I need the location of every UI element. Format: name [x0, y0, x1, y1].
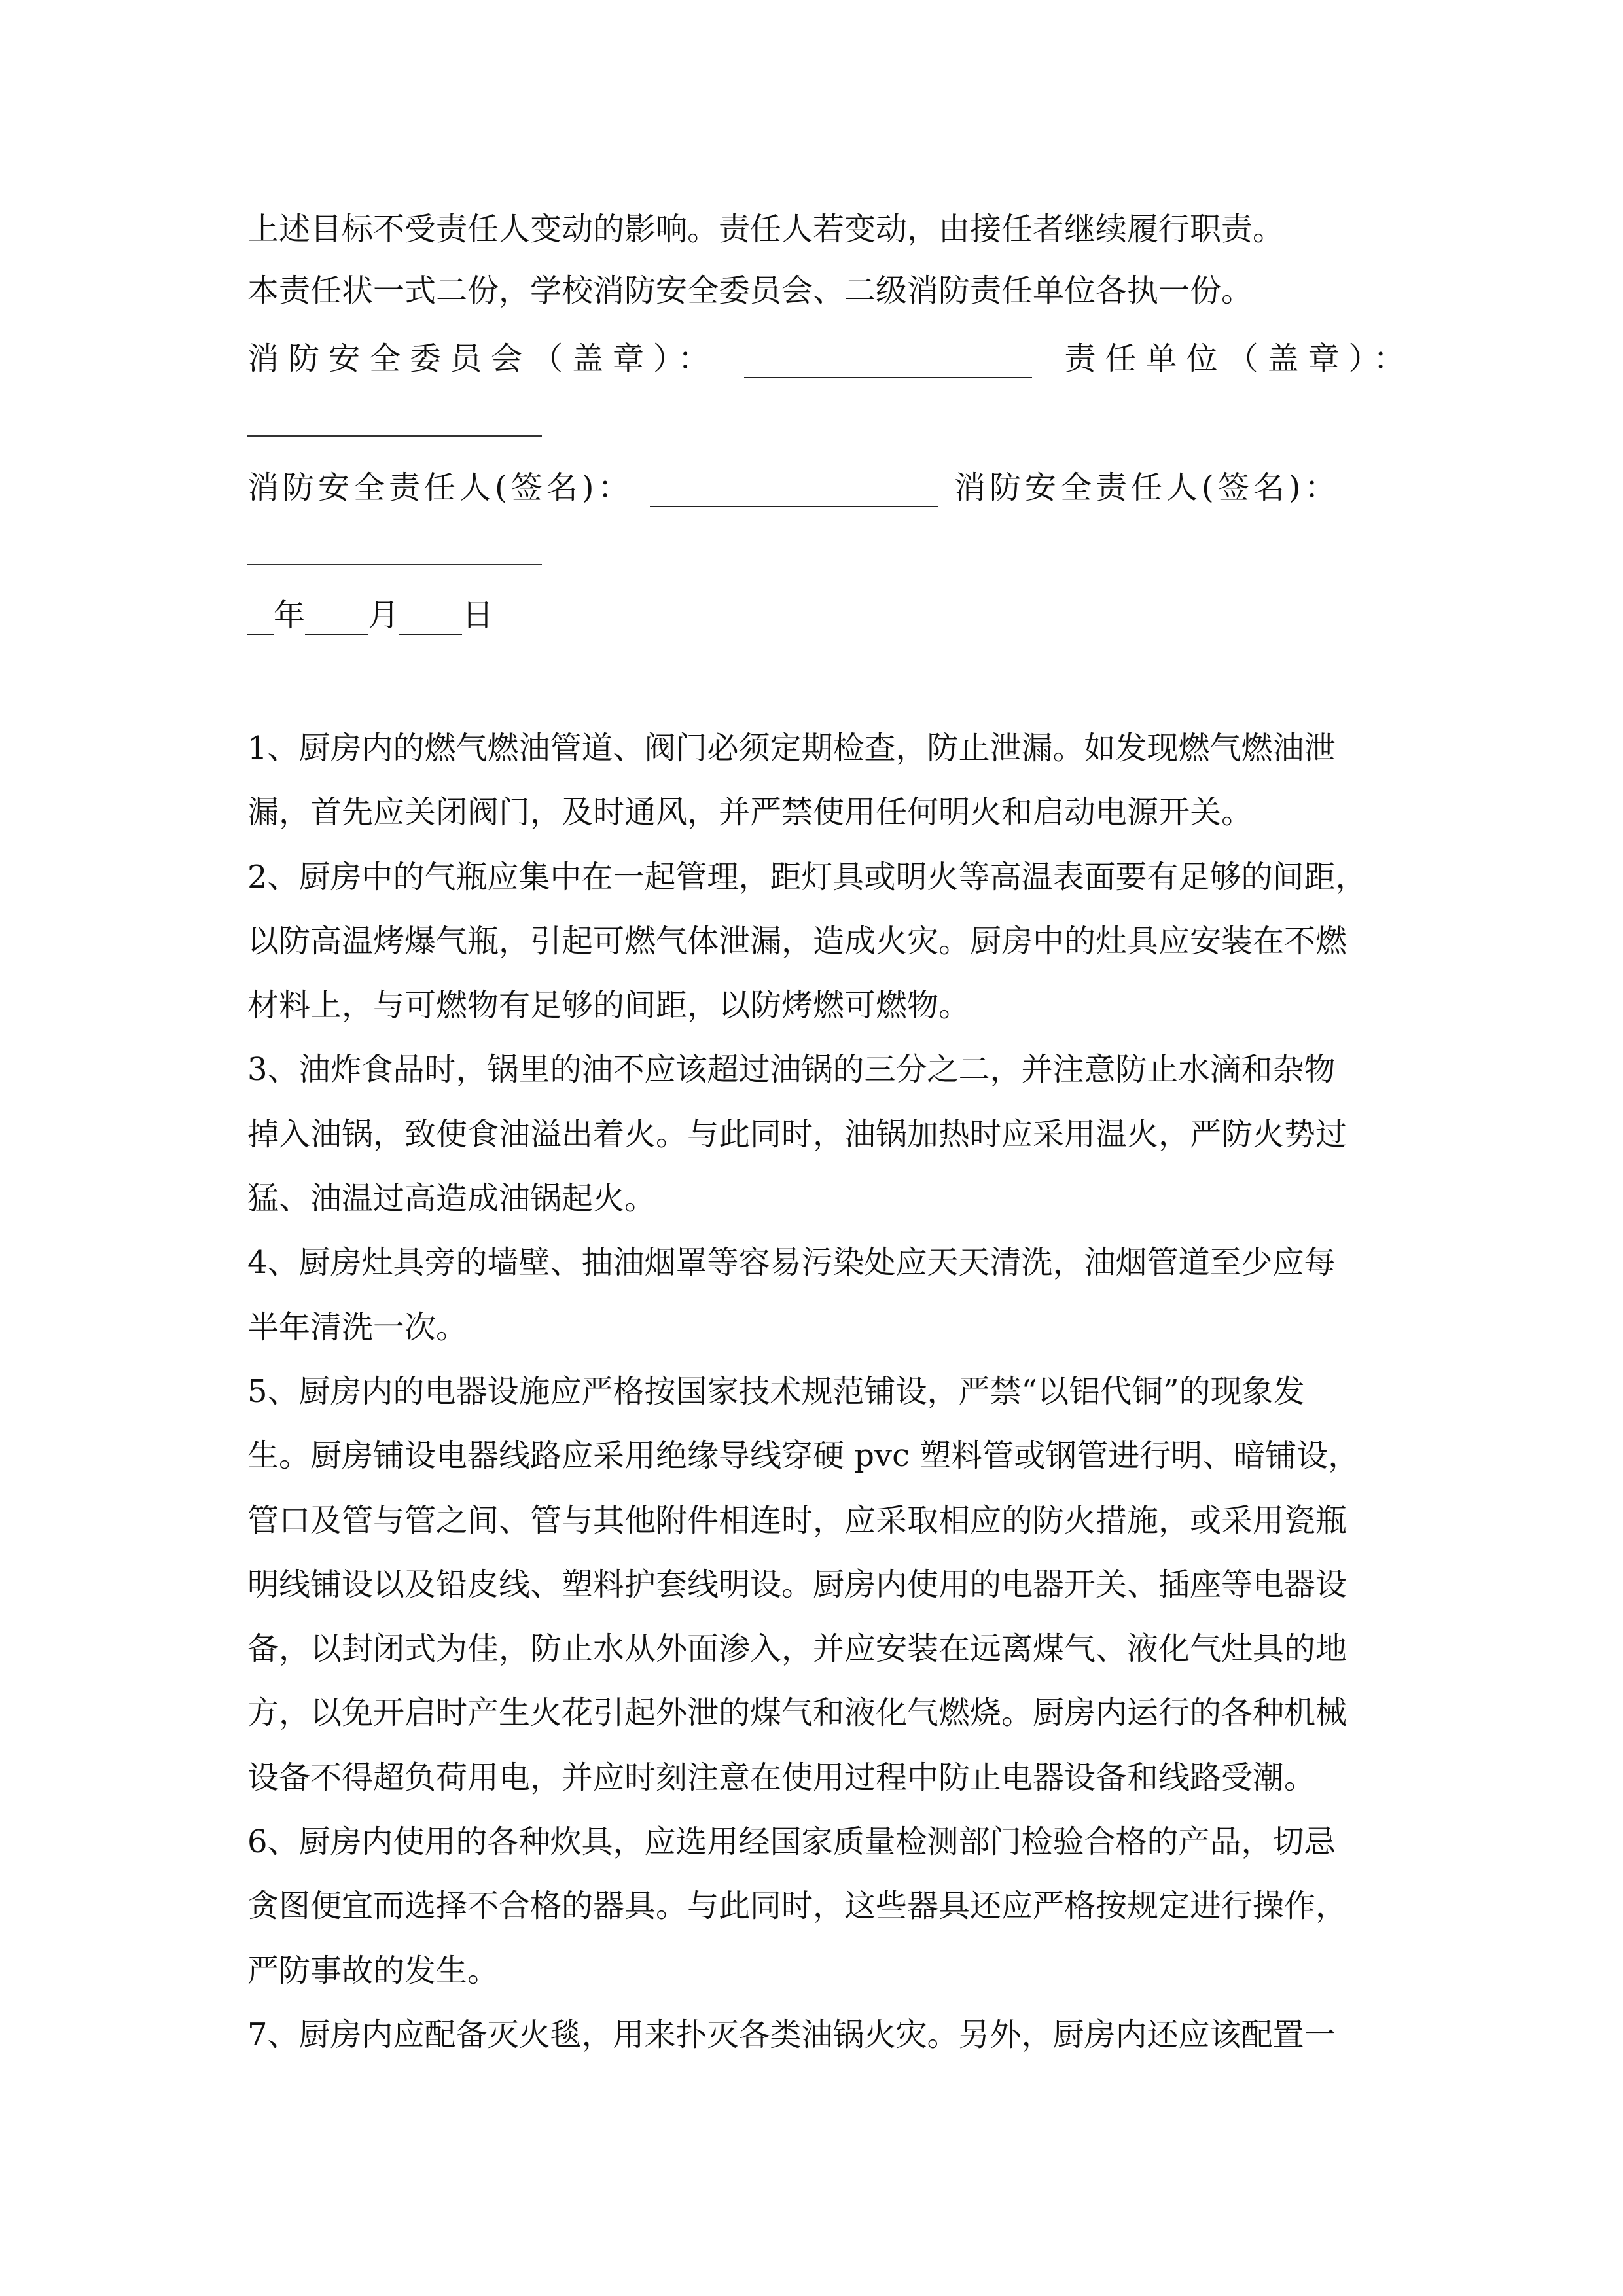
body-line: 管口及管与管之间、管与其他附件相连时，应采取相应的防火措施，或采用瓷瓶	[247, 1501, 1347, 1539]
body-line: 贪图便宜而选择不合格的器具。与此同时，这些器具还应严格按规定进行操作，	[247, 1888, 1347, 1925]
person-sign-blank-2[interactable]	[247, 564, 542, 565]
seal-row	[247, 339, 1414, 378]
body-line: 备，以封闭式为佳，防止水从外面渗入，并应安装在远离煤气、液化气灶具的地	[247, 1630, 1347, 1668]
body-text	[247, 728, 1412, 2079]
body-line: 半年清洗一次。	[247, 1308, 468, 1346]
day-blank[interactable]	[399, 601, 462, 635]
text-line: 上述目标不受责任人变动的影响。责任人若变动，由接任者继续履行职责。	[247, 211, 1285, 247]
signature-row	[247, 468, 1340, 507]
month-blank[interactable]	[305, 601, 368, 635]
unit-seal-label: 责任单位（盖章）：	[1064, 340, 1414, 377]
body-line: 生。厨房铺设电器线路应采用绝缘导线穿硬 pvc 塑料管或钢管进行明、暗铺设，	[247, 1437, 1360, 1475]
year-blank[interactable]	[247, 601, 274, 635]
date-row	[247, 596, 493, 635]
year-label: 年	[274, 597, 306, 634]
body-line: 设备不得超负荷用电，并应时刻注意在使用过程中防止电器设备和线路受潮。	[247, 1759, 1316, 1796]
body-line: 1、厨房内的燃气燃油管道、阀门必须定期检查，防止泄漏。如发现燃气燃油泄	[247, 730, 1336, 766]
body-line: 漏，首先应关闭阀门，及时通风，并严禁使用任何明火和启动电源开关。	[247, 794, 1253, 831]
body-line: 5、厨房内的电器设施应严格按国家技术规范铺设，严禁“以铝代铜”的现象发	[247, 1372, 1305, 1410]
body-line: 2、厨房中的气瓶应集中在一起管理，距灯具或明火等高温表面要有足够的间距，	[247, 858, 1367, 895]
body-line: 方，以免开启时产生火花引起外泄的煤气和液化气燃烧。厨房内运行的各种机械	[247, 1695, 1347, 1732]
body-line: 4、厨房灶具旁的墙壁、抽油烟罩等容易污染处应天天清洗，油烟管道至少应每	[247, 1244, 1336, 1282]
committee-seal-label: 消防安全委员会（盖章）：	[247, 340, 719, 377]
text-line: 本责任状一式二份，学校消防安全委员会、二级消防责任单位各执一份。	[247, 272, 1253, 309]
day-label: 日	[462, 597, 494, 634]
unit-seal-blank[interactable]	[247, 435, 542, 437]
body-line: 7、厨房内应配备灭火毯，用来扑灭各类油锅火灾。另外，厨房内还应该配置一	[247, 2016, 1336, 2053]
person-sign-blank-1[interactable]	[650, 473, 938, 507]
body-line: 明线铺设以及铅皮线、塑料护套线明设。厨房内使用的电器开关、插座等电器设	[247, 1566, 1347, 1603]
body-line: 材料上，与可燃物有足够的间距，以防烤燃可燃物。	[247, 987, 971, 1024]
month-label: 月	[368, 597, 400, 634]
body-line: 6、厨房内使用的各种炊具，应选用经国家质量检测部门检验合格的产品，切忌	[247, 1823, 1336, 1861]
person-sign-label-1: 消防安全责任人(签名)：	[247, 469, 633, 506]
body-line: 3、油炸食品时，锅里的油不应该超过油锅的三分之二，并注意防止水滴和杂物	[247, 1051, 1336, 1088]
committee-seal-blank[interactable]	[744, 344, 1032, 378]
person-sign-label-2: 消防安全责任人(签名)：	[954, 469, 1340, 506]
body-line: 猛、油温过高造成油锅起火。	[247, 1180, 656, 1217]
body-line: 严防事故的发生。	[247, 1952, 499, 1989]
body-line: 以防高温烤爆气瓶，引起可燃气体泄漏，造成火灾。厨房中的灶具应安装在不燃	[247, 922, 1347, 960]
body-line: 掉入油锅，致使食油溢出着火。与此同时，油锅加热时应采用温火，严防火势过	[247, 1115, 1347, 1153]
